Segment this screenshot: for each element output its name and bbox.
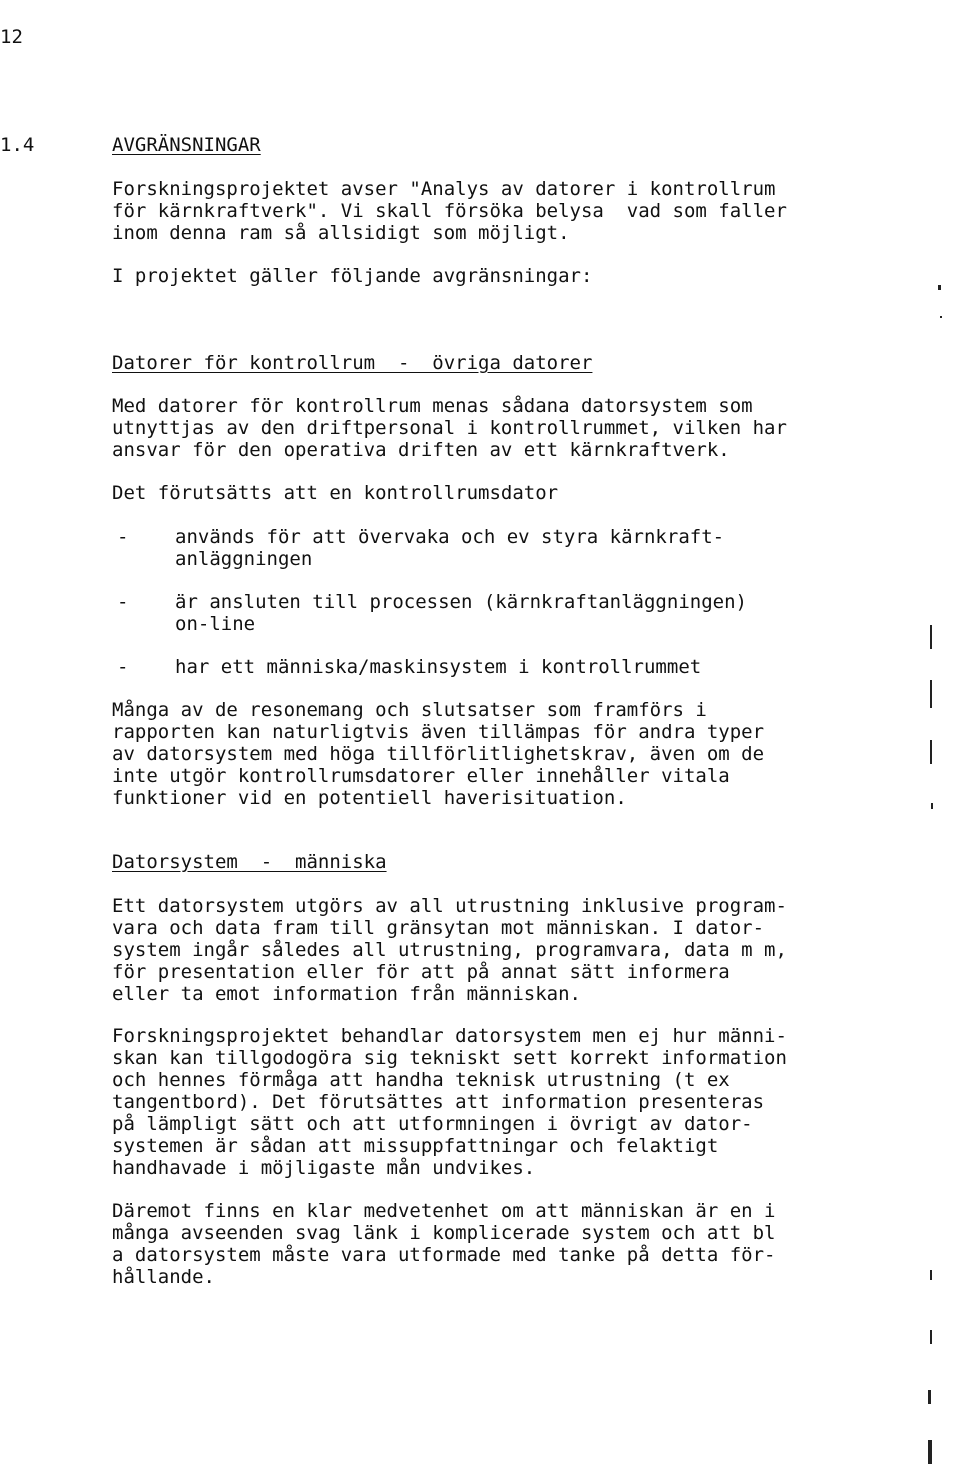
- paragraph-line: utnyttjas av den driftpersonal i kontrollrummet, vilken har: [112, 417, 787, 439]
- bullet-text: anläggningen: [175, 548, 313, 570]
- bullet-text: har ett människa/maskinsystem i kontrollrummet: [175, 656, 702, 678]
- intro-line: för kärnkraftverk". Vi skall försöka belysa vad som faller: [112, 200, 787, 222]
- paragraph-line: Med datorer för kontrollrum menas sådana datorsystem som: [112, 395, 753, 417]
- paragraph-line: Forskningsprojektet behandlar datorsystem men ej hur männi-: [112, 1025, 787, 1047]
- paragraph-line: och hennes förmåga att handha teknisk utrustning (t ex: [112, 1069, 730, 1091]
- bullet-dash: -: [117, 656, 129, 678]
- scan-mark: [930, 680, 932, 708]
- paragraph-line: många avseenden svag länk i komplicerade system och att bl: [112, 1222, 776, 1244]
- paragraph-line: Däremot finns en klar medvetenhet om att människan är en i: [112, 1200, 776, 1222]
- paragraph-line: system ingår således all utrustning, programvara, data m m,: [112, 939, 787, 961]
- scan-mark: [930, 625, 932, 649]
- paragraph-line: eller ta emot information från människan.: [112, 983, 581, 1005]
- paragraph-line: Ett datorsystem utgörs av all utrustning inklusive program-: [112, 895, 787, 917]
- scan-mark: [930, 740, 932, 764]
- paragraph-line: handhavade i möjligaste mån undvikes.: [112, 1157, 536, 1179]
- paragraph-line: tangentbord). Det förutsättes att information presenteras: [112, 1091, 765, 1113]
- scan-mark: [928, 1390, 931, 1404]
- paragraph-line: systemen är sådan att missuppfattningar och felaktigt: [112, 1135, 719, 1157]
- scan-mark: [930, 1270, 932, 1280]
- bullet-text: är ansluten till processen (kärnkraftanläggningen): [175, 591, 747, 613]
- paragraph-line: funktioner vid en potentiell haverisituation.: [112, 787, 627, 809]
- scan-mark: [928, 1440, 932, 1464]
- paragraph-line: på lämpligt sätt och att utformningen i övrigt av dator-: [112, 1113, 753, 1135]
- paragraph-line: vara och data fram till gränsytan mot människan. I dator-: [112, 917, 765, 939]
- scan-mark: [931, 803, 933, 809]
- restrictions-intro: I projektet gäller följande avgränsningar:: [112, 265, 593, 287]
- paragraph-line: rapporten kan naturligtvis även tillämpas för andra typer: [112, 721, 765, 743]
- scan-mark: [940, 316, 942, 318]
- bullet-text: används för att övervaka och ev styra kärnkraft-: [175, 526, 725, 548]
- page-number: 12: [0, 26, 23, 48]
- intro-line: inom denna ram så allsidigt som möjligt.: [112, 222, 570, 244]
- paragraph-line: hållande.: [112, 1266, 215, 1288]
- paragraph-line: ansvar för den operativa driften av ett kärnkraftverk.: [112, 439, 730, 461]
- paragraph-line: a datorsystem måste vara utformade med tanke på detta för-: [112, 1244, 776, 1266]
- scan-mark: [930, 1330, 932, 1344]
- section-number: 1.4: [0, 134, 35, 156]
- paragraph-line: inte utgör kontrollrumsdatorer eller innehåller vitala: [112, 765, 730, 787]
- bullet-text: on-line: [175, 613, 256, 635]
- paragraph-line: skan kan tillgodogöra sig tekniskt sett korrekt information: [112, 1047, 787, 1069]
- subheading-computers: Datorer för kontrollrum - övriga datorer: [112, 352, 593, 374]
- premise-line: Det förutsätts att en kontrollrumsdator: [112, 482, 559, 504]
- scan-mark: [938, 285, 941, 290]
- paragraph-line: Många av de resonemang och slutsatser som framförs i: [112, 699, 707, 721]
- subheading-system-human: Datorsystem - människa: [112, 851, 387, 873]
- bullet-dash: -: [117, 526, 129, 548]
- section-title: AVGRÄNSNINGAR: [112, 134, 261, 156]
- intro-line: Forskningsprojektet avser "Analys av datorer i kontrollrum: [112, 178, 776, 200]
- paragraph-line: för presentation eller för att på annat sätt informera: [112, 961, 730, 983]
- paragraph-line: av datorsystem med höga tillförlitlighetskrav, även om de: [112, 743, 765, 765]
- bullet-dash: -: [117, 591, 129, 613]
